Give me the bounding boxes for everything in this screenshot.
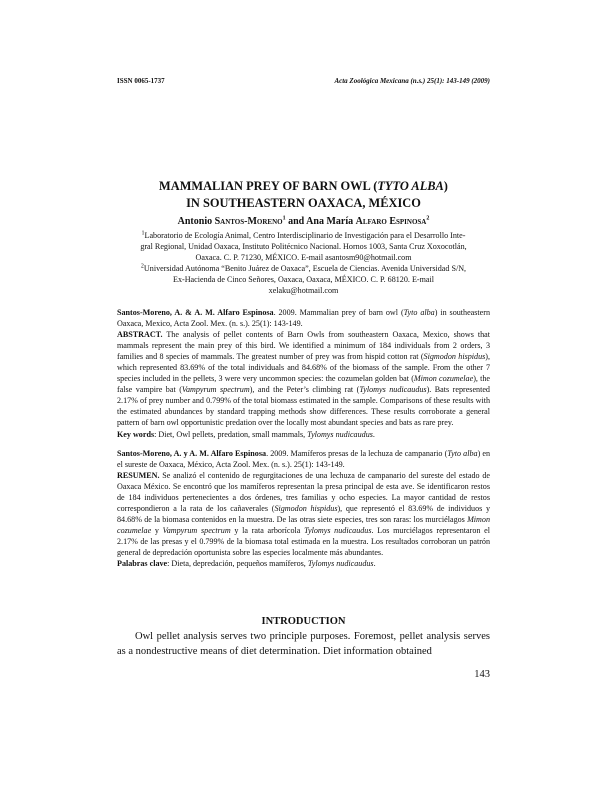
species-vampyrum: Vampyrum spectrum [181,385,250,395]
abstract-text-5: ). Bats represented 2.17% of prey number and 0.799% of the total biomass estimated in the sample. Comparisons of these results with the estimated abundances by standard trapping methods show differences. These results corroborate a general pattern of barn owl opportunistic predation over the locally most abundant species and bats as rare prey. [117,385,490,428]
palabras-clave-especie: Tylomys nudicaudus [307,559,374,569]
cita-autores: Santos-Moreno, A. y A. M. Alfaro Espinosa [117,449,267,458]
especie-mimon: Mimon cozumelae [117,515,490,536]
especie-vampyrum: Vampyrum spectrum [162,526,231,536]
affiliation-1-mark: 1 [141,230,145,237]
english-abstract [117,307,490,440]
affiliation-2-mark: 2 [140,263,144,270]
author-list [117,216,490,227]
page-number: 143 [474,669,490,680]
title-species: TYTO ALBA [377,179,444,193]
author-1-mark: 1 [282,215,286,222]
author-2-surname: Alfaro Espinosa [355,216,427,227]
palabras-clave-text: : Dieta, depredación, pequeños mamíferos, [167,559,308,569]
affiliation-2-line-2: Ex-Hacienda de Cinco Señores, Oaxaca, Oaxaca, MÉXICO. C. P. 68120. E-mail [173,275,434,284]
title-line-2: IN SOUTHEASTERN OAXACA, MÉXICO [186,196,421,210]
species-mimon: Mimon cozumelae [413,374,474,384]
abstract-text-4: ), and the Peter’s climbing rat ( [249,385,360,395]
especie-tylomys: Tylomys nudicaudus [304,526,372,536]
resumen-text-2: ), que representó el 83.69% de individuos y 84.68% de la biomasa contenidos en la muestra. De las otras siete especies, tres son raras: los murciélagos [117,504,491,525]
affiliation-1-text-1: Laboratorio de Ecología Animal, Centro Interdisciplinario de Investigación para el Desarrollo Inte- [144,231,466,240]
affiliation-2-text-1: Universidad Autónoma “Benito Juárez de Oaxaca”, Escuela de Ciencias. Avenida Universidad S/N, [143,264,467,273]
affiliation-1-line-2: gral Regional, Unidad Oaxaca, Instituto Politécnico Nacional. Hornos 1003, Santa Cruz Xoxocotlán, [140,242,467,251]
author-2-mark: 2 [426,215,430,222]
cita-especie: Tyto alba [447,449,478,458]
keywords-label: Key words [117,429,155,439]
article-title [117,178,490,212]
palabras-clave-label: Palabras clave [117,559,168,569]
title-prefix: MAMMALIAN PREY OF BARN OWL ( [159,179,378,193]
resumen-text-3: y [151,526,163,536]
abstract-text-1: The analysis of pellet contents of Barn Owls from southeastern Oaxaca, Mexico, shows that mammals represent the main prey of this bird. We identified a minimum of 184 individuals from 2 orders, 3 families and 8 species of mammals. The greatest number of prey was from hispid cotton rat ( [117,330,490,362]
citation-species: Tyto alba [403,308,435,317]
affiliation-2-line-3: xelaku@hotmail.com [268,286,339,295]
author-1-surname: Santos-Moreno [214,216,283,227]
affiliations [117,230,490,296]
keywords-end: . [372,429,375,439]
author-conjunction: and [285,216,307,227]
author-1-given: Antonio [177,216,215,227]
especie-sigmodon: Sigmodon hispidus [274,504,338,514]
affiliation-2-line-1 [117,263,490,274]
affiliation-1-line-3: Oaxaca. C. P. 71230, MÉXICO. E-mail asantosm90@hotmail.com [195,253,412,262]
abstract-text-3: ), the false vampire bat ( [117,374,490,395]
species-tylomys: Tylomys nudicaudus [359,385,427,395]
title-line-1 [117,178,490,195]
journal-reference: Acta Zoológica Mexicana (n.s.) 25(1): 143-149 (2009) [334,77,490,85]
citation-text-1: . 2009. Mammalian prey of barn owl ( [273,308,404,317]
english-abstract-body [117,307,490,440]
cita-texto-2: ) en el sureste de Oaxaca, México, Acta Zool. Mex. (n. s.). 25(1): 143-149. [117,449,491,470]
cita-texto-1: . 2009. Mamíferos presas de la lechuza de campanario ( [266,449,448,458]
abstract-label: ABSTRACT. [117,330,163,340]
abstract-text-2: ), which represented 83.69% of the total individuals and 84.68% of the biomass of the sample. From the other 7 species included in the pellets, 3 were very uncommon species: the cozumelan golden bat ( [117,352,490,384]
keywords-text: : Diet, Owl pellets, predation, small mammals, [154,429,308,439]
keywords-species: Tylomys nudicaudus [307,429,373,439]
running-header [117,77,490,85]
resumen-text-5: . Los murciélagos representaron el 2.17% de las presas y el 0.799% de la biomasa total estimada en la muestra. Los resultados corroboran un patrón general de depredación oportunista sobre las especies localmente más abundantes. [117,526,490,558]
affiliation-1-line-1 [117,230,490,241]
citation-authors: Santos-Moreno, A. & A. M. Alfaro Espinosa [117,308,274,317]
species-sigmodon: Sigmodon hispidus [423,352,486,362]
introduction-paragraph: Owl pellet analysis serves two principle purposes. Foremost, pellet analysis serves as a nondestructive means of diet determination. Diet information obtained [117,631,490,657]
issn: ISSN 0065-1737 [117,77,165,85]
resumen-text-4: y la rata arborícola [230,526,305,536]
spanish-abstract-body [117,448,490,570]
title-suffix: ) [443,179,448,193]
introduction-heading: INTRODUCTION [261,616,346,627]
resumen-text-1: Se analizó el contenido de regurgitaciones de una lechuza de campanario del sureste del estado de Oaxaca México. Se encontró que los mamíferos representan la presa principal de esta ave. Se identificaron restos de 184 individuos pertenecientes a dos órdenes, tres familias y ocho especies. La mayor cantidad de restos correspondieron a la rata de los cañaverales ( [117,471,490,514]
author-2-given: Ana María [306,216,356,227]
resumen-label: RESUMEN. [117,471,160,481]
palabras-clave-fin: . [373,559,376,569]
spanish-abstract [117,448,490,570]
citation-text-2: ) in southeastern Oaxaca, Mexico, Acta Zool. Mex. (n. s.). 25(1): 143-149. [117,308,491,329]
